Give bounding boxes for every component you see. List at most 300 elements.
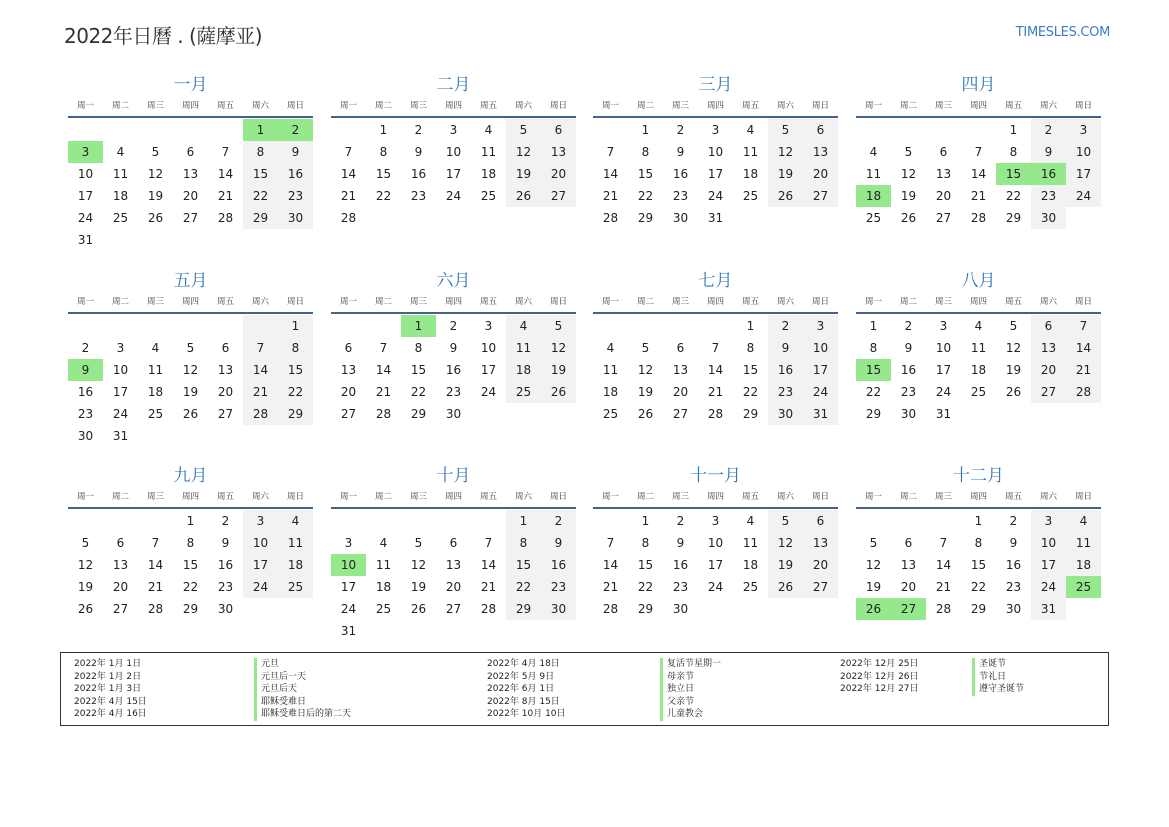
day-cell: 10	[1066, 141, 1101, 163]
empty-day-cell	[208, 425, 243, 447]
weekday-label: 周二	[899, 101, 917, 111]
empty-day-cell	[803, 598, 838, 620]
day-cell: 29	[970, 602, 987, 616]
day-cell: 23	[77, 407, 94, 421]
day-cell: 17	[935, 363, 952, 377]
empty-day-cell	[331, 315, 366, 337]
day-cell: 10	[243, 532, 278, 554]
month-divider	[593, 312, 838, 314]
week-row	[856, 381, 1101, 403]
empty-day-cell	[173, 315, 208, 337]
day-cell: 11	[506, 337, 541, 359]
weekday-label: 周日	[286, 492, 304, 502]
day-cell: 25	[742, 580, 759, 594]
day-cell: 5	[768, 119, 803, 141]
day-cell: 12	[506, 141, 541, 163]
weekday-label: 周三	[671, 297, 689, 307]
weekday-label: 周二	[111, 492, 129, 502]
day-cell: 9	[768, 337, 803, 359]
weekday-label: 周日	[1074, 101, 1092, 111]
holiday-name: 母亲节	[667, 671, 695, 682]
weekday-label: 周二	[111, 297, 129, 307]
weekday-label: 周日	[549, 492, 567, 502]
empty-day-cell	[856, 510, 891, 532]
day-cell: 23	[768, 381, 803, 403]
week-row	[593, 163, 838, 185]
weekday-label: 周一	[864, 101, 882, 111]
empty-day-cell	[401, 510, 436, 532]
day-cell: 29	[865, 407, 882, 421]
day-cell: 13	[541, 141, 576, 163]
day-cell: 8	[506, 532, 541, 554]
day-cell: 27	[340, 407, 357, 421]
weekday-label: 周日	[286, 101, 304, 111]
day-cell: 27	[182, 211, 199, 225]
day-cell: 22	[637, 580, 654, 594]
day-cell: 13	[217, 363, 234, 377]
holiday-day-cell: 1	[401, 315, 436, 337]
weekday-header	[68, 491, 313, 504]
weekday-label: 周六	[776, 492, 794, 502]
day-cell: 13	[803, 141, 838, 163]
empty-day-cell	[593, 510, 628, 532]
weekday-label: 周一	[864, 297, 882, 307]
month-divider	[593, 116, 838, 118]
weekday-label: 周四	[181, 492, 199, 502]
holiday-day-cell: 2	[278, 119, 313, 141]
empty-day-cell	[506, 403, 541, 425]
week-row	[68, 510, 313, 532]
day-cell: 26	[637, 407, 654, 421]
day-cell: 22	[506, 576, 541, 598]
empty-day-cell	[138, 315, 173, 337]
day-cell: 18	[1066, 554, 1101, 576]
day-cell: 11	[970, 341, 987, 355]
weekday-header	[331, 296, 576, 309]
day-cell: 10	[112, 363, 129, 377]
empty-day-cell	[278, 229, 313, 251]
day-cell: 30	[768, 403, 803, 425]
empty-day-cell	[926, 510, 961, 532]
week-row	[856, 163, 1101, 185]
month-name: 五月	[173, 271, 208, 291]
day-cell: 8	[379, 145, 388, 159]
holiday-name: 遵守圣诞节	[979, 684, 1025, 694]
day-cell: 15	[506, 554, 541, 576]
day-cell: 20	[672, 385, 689, 399]
month-block	[856, 270, 1101, 425]
empty-day-cell	[138, 425, 173, 447]
day-cell: 28	[147, 602, 164, 616]
month-divider	[68, 116, 313, 118]
weekday-label: 周二	[636, 101, 654, 111]
day-cell: 12	[77, 558, 94, 572]
weekday-header	[68, 296, 313, 309]
week-row	[856, 141, 1101, 163]
day-cell: 26	[147, 211, 164, 225]
weekday-header	[856, 100, 1101, 113]
week-row	[331, 381, 576, 403]
day-cell: 21	[340, 189, 357, 203]
day-cell: 16	[77, 385, 94, 399]
day-cell: 17	[707, 558, 724, 572]
day-cell: 21	[243, 381, 278, 403]
day-cell: 19	[182, 385, 199, 399]
week-row	[856, 359, 1101, 381]
week-row	[68, 359, 313, 381]
weekday-label: 周六	[514, 101, 532, 111]
day-cell: 5	[768, 510, 803, 532]
holiday-date: 2022年 10月 10日	[487, 709, 566, 719]
day-cell: 27	[935, 211, 952, 225]
empty-day-cell	[331, 510, 366, 532]
day-cell: 12	[768, 141, 803, 163]
day-cell: 7	[606, 145, 615, 159]
day-cell: 8	[186, 536, 195, 550]
day-cell: 8	[641, 145, 650, 159]
day-cell: 22	[278, 381, 313, 403]
month-block	[593, 465, 838, 620]
day-cell: 16	[278, 163, 313, 185]
day-cell: 1	[746, 319, 755, 333]
holiday-name: 耶稣受难日	[261, 696, 307, 707]
day-cell: 1	[186, 514, 195, 528]
day-cell: 21	[375, 385, 392, 399]
empty-day-cell	[243, 598, 278, 620]
day-cell: 4	[746, 514, 755, 528]
day-cell: 11	[742, 145, 759, 159]
day-cell: 8	[414, 341, 423, 355]
day-cell: 17	[243, 554, 278, 576]
week-row	[856, 119, 1101, 141]
weekday-label: 周六	[251, 492, 269, 502]
holiday-day-cell: 3	[68, 141, 103, 163]
day-cell: 5	[641, 341, 650, 355]
holiday-name: 耶稣受难日后的第二天	[261, 709, 352, 719]
empty-day-cell	[471, 207, 506, 229]
day-cell: 6	[939, 145, 948, 159]
week-row	[331, 532, 576, 554]
empty-day-cell	[541, 620, 576, 642]
weekday-label: 周一	[339, 297, 357, 307]
weekday-label: 周二	[374, 297, 392, 307]
day-cell: 28	[602, 602, 619, 616]
day-cell: 14	[147, 558, 164, 572]
day-cell: 23	[672, 580, 689, 594]
day-cell: 9	[541, 532, 576, 554]
empty-day-cell	[926, 119, 961, 141]
day-cell: 5	[541, 315, 576, 337]
day-cell: 10	[77, 167, 94, 181]
weekday-label: 周六	[1039, 297, 1057, 307]
empty-day-cell	[208, 119, 243, 141]
day-cell: 7	[151, 536, 160, 550]
holiday-date: 2022年 12月 25日	[840, 659, 919, 669]
day-cell: 7	[606, 536, 615, 550]
week-row	[68, 403, 313, 425]
day-cell: 14	[970, 167, 987, 181]
holiday-date: 2022年 12月 26日	[840, 671, 919, 682]
day-cell: 9	[221, 536, 230, 550]
weekday-header	[856, 296, 1101, 309]
day-cell: 13	[340, 363, 357, 377]
day-cell: 11	[865, 167, 882, 181]
day-cell: 21	[707, 385, 724, 399]
weekday-label: 周一	[76, 492, 94, 502]
holiday-date: 2022年 6月 1日	[487, 684, 555, 694]
weekday-label: 周二	[636, 492, 654, 502]
day-cell: 19	[768, 554, 803, 576]
day-cell: 28	[935, 602, 952, 616]
day-cell: 11	[147, 363, 164, 377]
holiday-day-cell: 1	[243, 119, 278, 141]
day-cell: 22	[970, 580, 987, 594]
day-cell: 16	[445, 363, 462, 377]
holiday-name: 元旦后一天	[261, 671, 307, 682]
day-cell: 3	[711, 514, 720, 528]
empty-day-cell	[68, 119, 103, 141]
day-cell: 29	[742, 407, 759, 421]
month-block	[68, 465, 313, 620]
day-cell: 29	[278, 403, 313, 425]
day-cell: 8	[974, 536, 983, 550]
day-cell: 24	[803, 381, 838, 403]
week-row	[593, 554, 838, 576]
day-cell: 28	[602, 211, 619, 225]
day-cell: 27	[112, 602, 129, 616]
day-cell: 11	[112, 167, 129, 181]
empty-day-cell	[103, 315, 138, 337]
week-row	[593, 510, 838, 532]
day-cell: 20	[340, 385, 357, 399]
day-cell: 12	[182, 363, 199, 377]
day-cell: 15	[243, 163, 278, 185]
week-row	[331, 576, 576, 598]
day-cell: 23	[445, 385, 462, 399]
day-cell: 20	[935, 189, 952, 203]
day-cell: 30	[1005, 602, 1022, 616]
empty-day-cell	[138, 119, 173, 141]
weekday-label: 周日	[286, 297, 304, 307]
day-cell: 26	[506, 185, 541, 207]
holiday-date: 2022年 4月 18日	[487, 659, 560, 669]
day-cell: 22	[182, 580, 199, 594]
day-cell: 2	[81, 341, 90, 355]
day-cell: 14	[935, 558, 952, 572]
day-cell: 1	[506, 510, 541, 532]
day-cell: 2	[676, 123, 685, 137]
day-cell: 19	[1005, 363, 1022, 377]
day-cell: 3	[1066, 119, 1101, 141]
day-cell: 6	[803, 119, 838, 141]
day-cell: 28	[340, 211, 357, 225]
day-cell: 13	[1031, 337, 1066, 359]
week-row	[331, 403, 576, 425]
empty-day-cell	[366, 207, 401, 229]
day-cell: 6	[1031, 315, 1066, 337]
empty-day-cell	[366, 315, 401, 337]
week-row	[68, 229, 313, 251]
week-row	[68, 163, 313, 185]
weekday-label: 周三	[934, 101, 952, 111]
week-row	[593, 576, 838, 598]
day-cell: 25	[506, 381, 541, 403]
empty-day-cell	[401, 207, 436, 229]
day-cell: 18	[147, 385, 164, 399]
weekday-label: 周日	[549, 297, 567, 307]
weekday-label: 周二	[636, 297, 654, 307]
day-cell: 11	[1066, 532, 1101, 554]
holiday-name: 儿童教会	[667, 709, 704, 719]
day-cell: 16	[672, 167, 689, 181]
day-cell: 7	[484, 536, 493, 550]
month-name: 四月	[961, 75, 996, 95]
holiday-day-cell: 15	[996, 163, 1031, 185]
empty-day-cell	[103, 510, 138, 532]
day-cell: 1	[641, 123, 650, 137]
day-cell: 23	[1031, 185, 1066, 207]
holiday-name: 复活节星期一	[667, 659, 722, 669]
day-cell: 19	[77, 580, 94, 594]
day-cell: 13	[672, 363, 689, 377]
weekday-label: 周四	[444, 492, 462, 502]
empty-day-cell	[1031, 403, 1066, 425]
day-cell: 18	[375, 580, 392, 594]
month-block	[593, 74, 838, 229]
holiday-date: 2022年 1月 2日	[74, 671, 142, 682]
month-name: 六月	[436, 271, 471, 291]
day-cell: 29	[637, 211, 654, 225]
weekday-label: 周一	[864, 492, 882, 502]
week-row	[331, 163, 576, 185]
day-cell: 24	[77, 211, 94, 225]
day-cell: 4	[869, 145, 878, 159]
week-row	[593, 359, 838, 381]
holiday-dates-column-1	[74, 658, 147, 721]
day-cell: 10	[1031, 532, 1066, 554]
day-cell: 4	[1066, 510, 1101, 532]
day-cell: 19	[637, 385, 654, 399]
month-divider	[331, 507, 576, 509]
day-cell: 15	[970, 558, 987, 572]
day-cell: 27	[672, 407, 689, 421]
week-row	[68, 207, 313, 229]
day-cell: 14	[480, 558, 497, 572]
brand-link[interactable]: TIMESLES.COM	[1015, 25, 1110, 40]
day-cell: 8	[746, 341, 755, 355]
day-cell: 2	[1009, 514, 1018, 528]
day-cell: 16	[900, 363, 917, 377]
day-cell: 6	[116, 536, 125, 550]
day-cell: 25	[375, 602, 392, 616]
day-cell: 15	[637, 558, 654, 572]
empty-day-cell	[961, 119, 996, 141]
day-cell: 29	[182, 602, 199, 616]
day-cell: 23	[541, 576, 576, 598]
day-cell: 25	[970, 385, 987, 399]
holiday-day-cell: 18	[856, 185, 891, 207]
week-row	[68, 141, 313, 163]
day-cell: 19	[865, 580, 882, 594]
weekday-header	[331, 491, 576, 504]
holiday-date: 2022年 4月 15日	[74, 696, 147, 707]
day-cell: 9	[1031, 141, 1066, 163]
day-cell: 18	[112, 189, 129, 203]
holiday-name: 独立日	[667, 684, 695, 694]
day-cell: 21	[147, 580, 164, 594]
holiday-list	[60, 652, 1109, 726]
day-cell: 24	[1066, 185, 1101, 207]
week-row	[331, 141, 576, 163]
empty-day-cell	[541, 403, 576, 425]
week-row	[68, 337, 313, 359]
week-row	[331, 598, 576, 620]
weekday-label: 周五	[479, 492, 497, 502]
day-cell: 21	[935, 580, 952, 594]
day-cell: 19	[541, 359, 576, 381]
holiday-date: 2022年 1月 3日	[74, 684, 142, 694]
holiday-day-cell: 10	[331, 554, 366, 576]
day-cell: 3	[116, 341, 125, 355]
day-cell: 19	[768, 163, 803, 185]
day-cell: 5	[506, 119, 541, 141]
day-cell: 2	[768, 315, 803, 337]
day-cell: 22	[410, 385, 427, 399]
day-cell: 15	[182, 558, 199, 572]
day-cell: 19	[147, 189, 164, 203]
week-row	[331, 359, 576, 381]
day-cell: 22	[1005, 189, 1022, 203]
week-row	[331, 620, 576, 642]
day-cell: 7	[344, 145, 353, 159]
day-cell: 4	[506, 315, 541, 337]
holiday-names-column-1	[254, 658, 351, 721]
empty-day-cell	[278, 425, 313, 447]
day-cell: 24	[935, 385, 952, 399]
day-cell: 18	[506, 359, 541, 381]
weekday-label: 周四	[706, 297, 724, 307]
holiday-name: 节礼日	[979, 671, 1007, 682]
month-block	[593, 270, 838, 425]
day-cell: 9	[449, 341, 458, 355]
day-cell: 6	[904, 536, 913, 550]
empty-day-cell	[68, 510, 103, 532]
day-cell: 25	[147, 407, 164, 421]
day-cell: 13	[445, 558, 462, 572]
weekday-label: 周三	[146, 492, 164, 502]
weekday-label: 周三	[934, 297, 952, 307]
day-cell: 15	[410, 363, 427, 377]
day-cell: 17	[112, 385, 129, 399]
day-cell: 14	[602, 167, 619, 181]
day-cell: 22	[243, 185, 278, 207]
day-cell: 5	[1009, 319, 1018, 333]
day-cell: 28	[217, 211, 234, 225]
day-cell: 27	[445, 602, 462, 616]
day-cell: 23	[410, 189, 427, 203]
weekday-label: 周四	[969, 492, 987, 502]
empty-day-cell	[663, 315, 698, 337]
weekday-label: 周三	[146, 101, 164, 111]
weekday-header	[593, 100, 838, 113]
day-cell: 28	[375, 407, 392, 421]
weekday-label: 周六	[1039, 101, 1057, 111]
day-cell: 10	[935, 341, 952, 355]
week-row	[856, 510, 1101, 532]
day-cell: 21	[602, 189, 619, 203]
weekday-label: 周六	[1039, 492, 1057, 502]
holiday-dates-column-2	[487, 658, 566, 721]
